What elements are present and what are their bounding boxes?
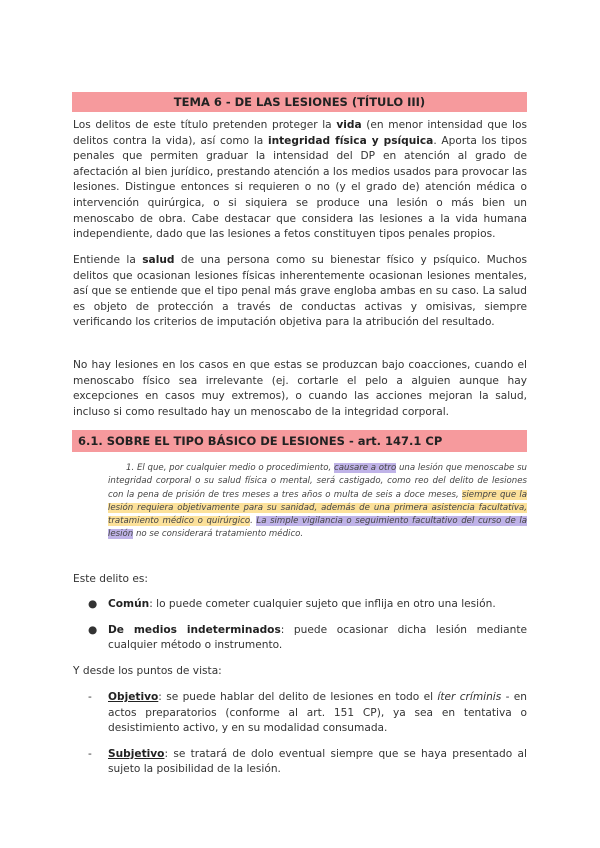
quote-text: una lesión que menoscabe su integridad corporal o su salud física o mental, será castigado, como reo del delito de lesiones con la pena de prisión de tres meses a tres años o multa de seis a doce meses, — [108, 463, 527, 500]
bold-term: integridad física y psíquica — [267, 134, 434, 147]
item-label: De medios indeterminados — [108, 623, 281, 636]
intro-paragraph-2 — [73, 253, 527, 331]
delito-list — [88, 597, 527, 654]
chapter-title: TEMA 6 - DE LAS LESIONES (TÍTULO III) — [72, 92, 527, 112]
list-item — [88, 747, 527, 778]
dash-icon: - — [88, 747, 92, 760]
text-span: Los delitos de este título pretenden proteger la — [73, 119, 337, 131]
bullet-icon: ● — [88, 598, 98, 610]
intro-paragraph-3: No hay lesiones en los casos en que estas se produzcan bajo coacciones, cuando el menoscabo físico sea irrelevante (ej. cortarle el pelo a alguien aunque hay excepciones en casos muy extremos), o cuando las acciones mejoran la salud, incluso si como resultado hay un menoscabo de la integridad corporal. — [73, 359, 527, 418]
italic-term: íter críminis — [437, 691, 502, 703]
intro-paragraph-1 — [73, 118, 527, 243]
section-title: 6.1. SOBRE EL TIPO BÁSICO DE LESIONES - art. 147.1 CP — [72, 430, 527, 452]
item-text: - en actos preparatorios (conforme al art. 151 CP), ya sea en tentativa o desistimiento activo, y en su modalidad consumada. — [108, 691, 527, 735]
list-item — [88, 597, 527, 613]
item-label: Objetivo — [108, 691, 159, 703]
quote-text: 1. El que, por cualquier medio o procedimiento, — [126, 463, 335, 473]
text-span: de una persona como su bienestar físico y psíquico. Muchos delitos que ocasionan lesiones físicas inherentemente ocasionan lesiones mentales, así que se entiende que el tipo penal más grave engloba ambas en su caso. La salud es objeto de protección a través de conductas activas y omisivas, siempre verificando los criterios de imputación objetiva para la atribución del resultado. — [73, 254, 527, 329]
item-label: Subjetivo — [108, 747, 165, 760]
quote-text: no se considerará tratamiento médico. — [133, 529, 304, 540]
text-span: (en menor intensidad que los delitos contra la vida), así como la — [73, 119, 527, 147]
text-span: . Aporta los tipos penales que permiten graduar la intensidad del DP en atención al grado de afectación al bien jurídico, prestando atención a los medios usados para provocar las lesiones. Distingue entonces si requieren o no (y el grado de) atención médica o intervención quirúrgica, o si siquiera se produce una lesión o más bien un menoscabo de obra. Cabe destacar que considera las lesiones a la vida humana independiente, dado que las lesiones a fetos constituyen tipos penales propios. — [73, 134, 527, 241]
legal-quote — [108, 462, 527, 542]
item-text: : puede ocasionar dicha lesión mediante cualquier método o instrumento. — [108, 623, 527, 652]
dash-icon: - — [88, 691, 92, 703]
text-span: Entiende la — [73, 254, 143, 266]
delito-intro: Este delito es: — [73, 573, 148, 585]
list-item — [88, 690, 527, 737]
puntos-list — [88, 690, 527, 778]
puntos-intro: Y desde los puntos de vista: — [73, 665, 222, 677]
highlight-yellow: siempre que la lesión requiera objetivamente para su sanidad, además de una primera asistencia facultativa, tratamiento médico o quirúrgico — [108, 489, 527, 527]
item-text: : se tratará de dolo eventual siempre que se haya presentado al sujeto la posibilidad de la lesión. — [108, 747, 527, 776]
highlight-blue: causare a otro — [334, 463, 397, 473]
bold-term: salud — [142, 254, 175, 266]
list-item — [88, 623, 527, 654]
item-text: : lo puede cometer cualquier sujeto que inflija en otro una lesión. — [149, 598, 496, 610]
bold-term: vida — [336, 119, 362, 131]
quote-text: . — [250, 516, 257, 527]
item-label: Común — [108, 598, 150, 610]
highlight-blue: La simple vigilancia o seguimiento facultativo del curso de la lesión — [108, 516, 527, 540]
bullet-icon: ● — [88, 623, 98, 636]
item-text: : se puede hablar del delito de lesiones en todo el — [158, 691, 438, 703]
